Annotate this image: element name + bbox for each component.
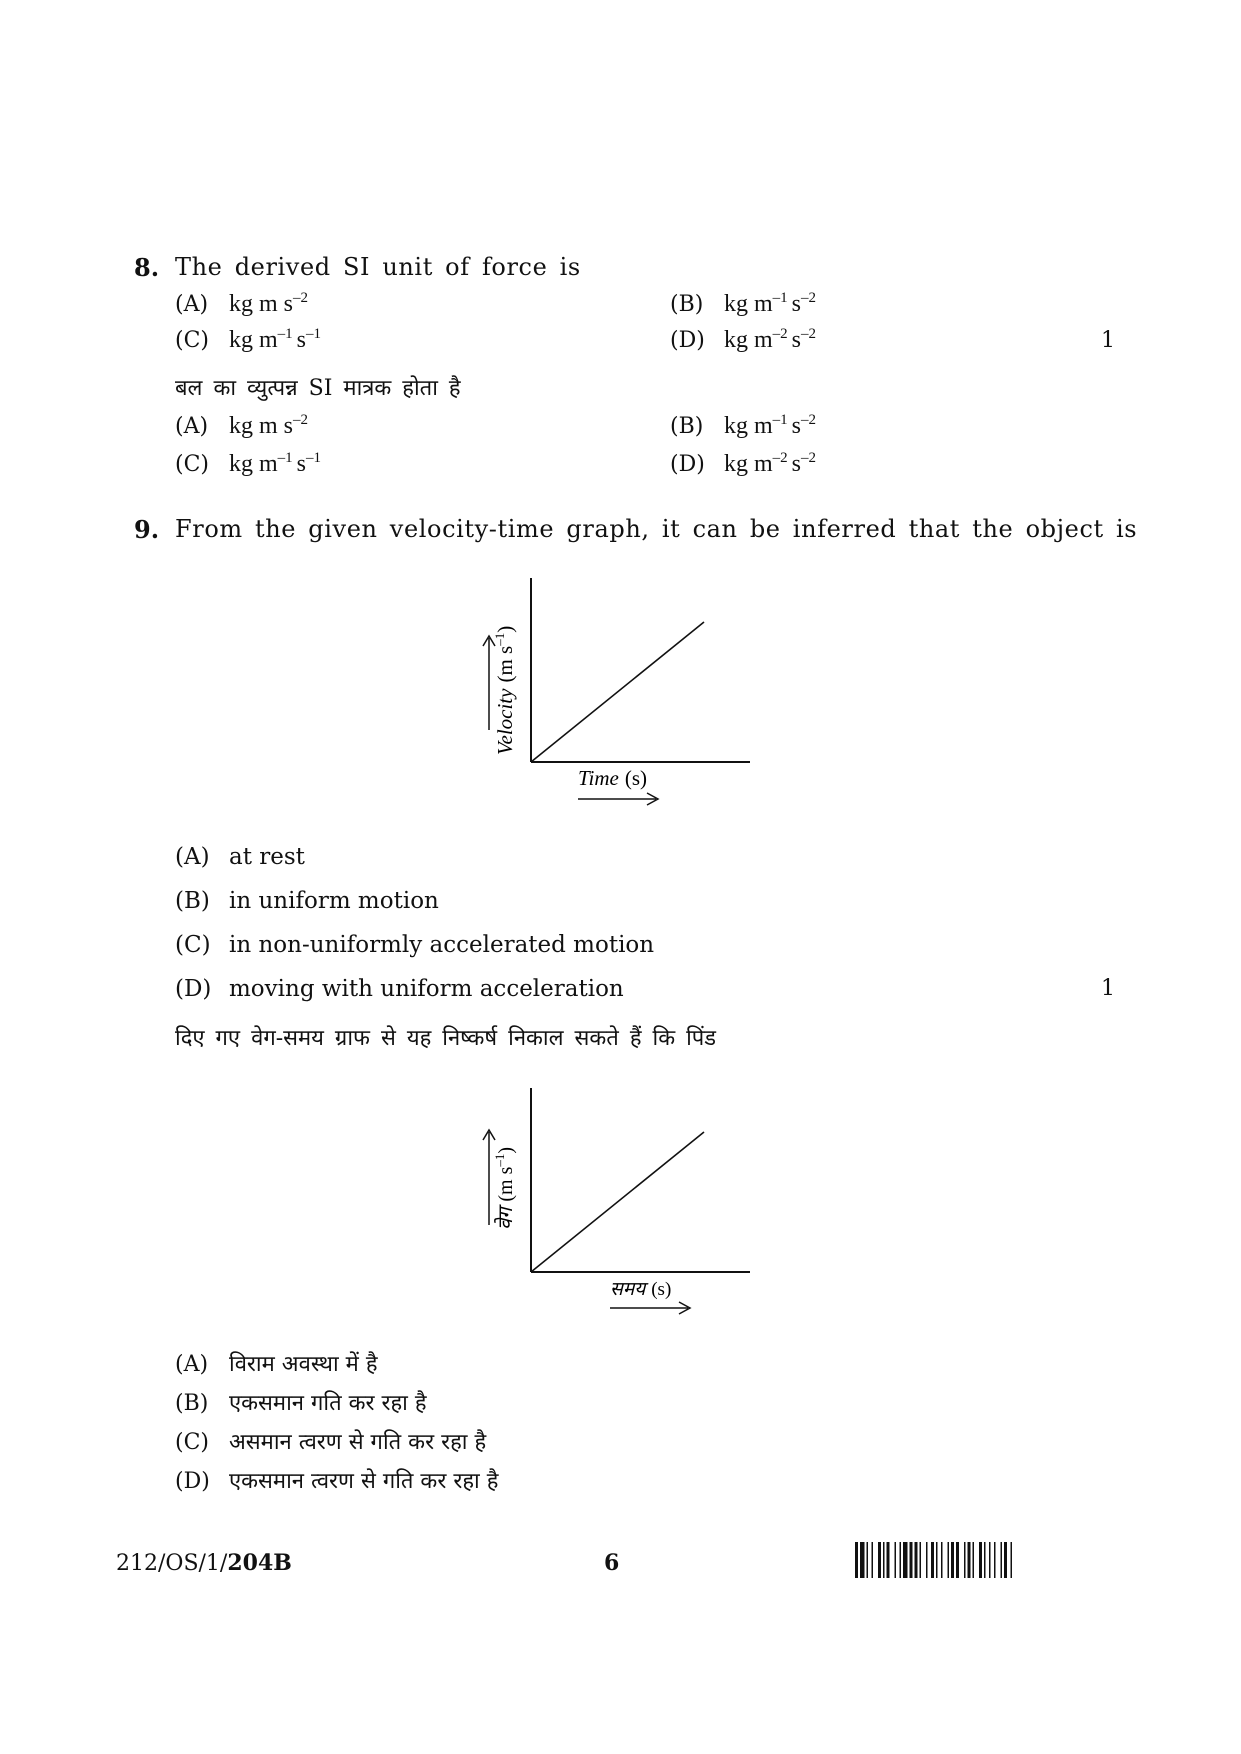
barcode-bar bbox=[926, 1542, 928, 1578]
q8-option-d: (D) kg $m^{-2}$ $s^{-2}$ bbox=[670, 326, 817, 353]
barcode-bar bbox=[872, 1542, 874, 1578]
y-axis-label: Velocity(m $s^{-1}$) bbox=[492, 625, 517, 755]
barcode-bar bbox=[895, 1542, 897, 1578]
q8-hi-option-d: (D) kg $m^{-2}$ $s^{-2}$ bbox=[670, 450, 817, 477]
paper-code: 212/OS/1/204B bbox=[116, 1550, 292, 1576]
barcode-bar bbox=[883, 1542, 885, 1578]
barcode-bar bbox=[994, 1542, 996, 1578]
barcode-bar bbox=[903, 1542, 908, 1578]
barcode-bar bbox=[910, 1542, 913, 1578]
page-number: 6 bbox=[604, 1550, 620, 1576]
q9-option-b-en: (B) in uniform motion bbox=[175, 888, 439, 914]
q8-option-a: (A) kg m $s^{-2}$ bbox=[175, 290, 309, 317]
barcode-bar bbox=[941, 1542, 943, 1578]
q9-option-a-en: (A) at rest bbox=[175, 844, 305, 870]
barcode-bar bbox=[1001, 1542, 1003, 1578]
y-axis-label: वेग(m $s^{-1}$) bbox=[492, 1146, 517, 1230]
barcode-bar bbox=[979, 1542, 982, 1578]
q8-hi-option-c: (C) kg $m^{-1}$ $s^{-1}$ bbox=[175, 450, 322, 477]
q9-option-b-hi: (B) एकसमान गति कर रहा है bbox=[175, 1391, 427, 1416]
barcode-bar bbox=[973, 1542, 975, 1578]
barcode-bar bbox=[887, 1542, 890, 1578]
q8-option-c: (C) kg $m^{-1}$ $s^{-1}$ bbox=[175, 326, 322, 353]
q9-marks: 1 bbox=[1101, 976, 1115, 1001]
barcode-bar bbox=[900, 1542, 902, 1578]
q8-hi-option-a: (A) kg m $s^{-2}$ bbox=[175, 412, 309, 439]
q9-option-d-hi: (D) एकसमान त्वरण से गति कर रहा है bbox=[175, 1469, 499, 1494]
barcode-bar bbox=[920, 1542, 922, 1578]
q9-option-c-en: (C) in non-uniformly accelerated motion bbox=[175, 932, 655, 958]
barcode-bar bbox=[951, 1542, 954, 1578]
barcode-bar bbox=[867, 1542, 869, 1578]
barcode bbox=[855, 1542, 1117, 1580]
barcode-bar bbox=[964, 1542, 966, 1578]
barcode-bar bbox=[860, 1542, 865, 1578]
barcode-bar bbox=[968, 1542, 971, 1578]
q9-number: 9. bbox=[134, 515, 160, 544]
barcode-bar bbox=[984, 1542, 986, 1578]
velocity-time-graph-en bbox=[460, 570, 760, 810]
series-line bbox=[531, 1132, 704, 1272]
barcode-bar bbox=[855, 1542, 858, 1578]
barcode-bar bbox=[936, 1542, 938, 1578]
barcode-bar bbox=[956, 1542, 959, 1578]
q8-number: 8. bbox=[134, 253, 160, 282]
barcode-bar bbox=[948, 1542, 950, 1578]
barcode-bar bbox=[915, 1542, 918, 1578]
q9-option-d-en: (D) moving with uniform acceleration bbox=[175, 976, 624, 1002]
barcode-bar bbox=[989, 1542, 991, 1578]
barcode-bar bbox=[1004, 1542, 1007, 1578]
barcode-bar bbox=[878, 1542, 881, 1578]
velocity-time-graph-hi bbox=[460, 1080, 760, 1320]
q9-option-c-hi: (C) असमान त्वरण से गति कर रहा है bbox=[175, 1430, 487, 1455]
q9-text-en: From the given velocity-time graph, it can be inferred that the object is bbox=[175, 515, 1138, 543]
barcode-bar bbox=[931, 1542, 934, 1578]
q8-hi-option-b: (B) kg $m^{-1}$ $s^{-2}$ bbox=[670, 412, 817, 439]
q8-marks: 1 bbox=[1101, 328, 1115, 353]
series-line bbox=[531, 622, 704, 762]
barcode-bar bbox=[1011, 1542, 1013, 1578]
x-axis-label: Time (s) bbox=[578, 766, 648, 790]
x-axis-label: समय (s) bbox=[610, 1279, 672, 1300]
q8-option-b: (B) kg $m^{-1}$ $s^{-2}$ bbox=[670, 290, 817, 317]
q8-text-en: The derived SI unit of force is bbox=[175, 253, 581, 281]
q8-text-hi: बल का व्युत्पन्न SI मात्रक होता है bbox=[175, 376, 461, 401]
q9-option-a-hi: (A) विराम अवस्था में है bbox=[175, 1352, 378, 1377]
q9-text-hi: दिए गए वेग-समय ग्राफ से यह निष्कर्ष निकाल सकते हैं कि पिंड bbox=[175, 1026, 717, 1051]
